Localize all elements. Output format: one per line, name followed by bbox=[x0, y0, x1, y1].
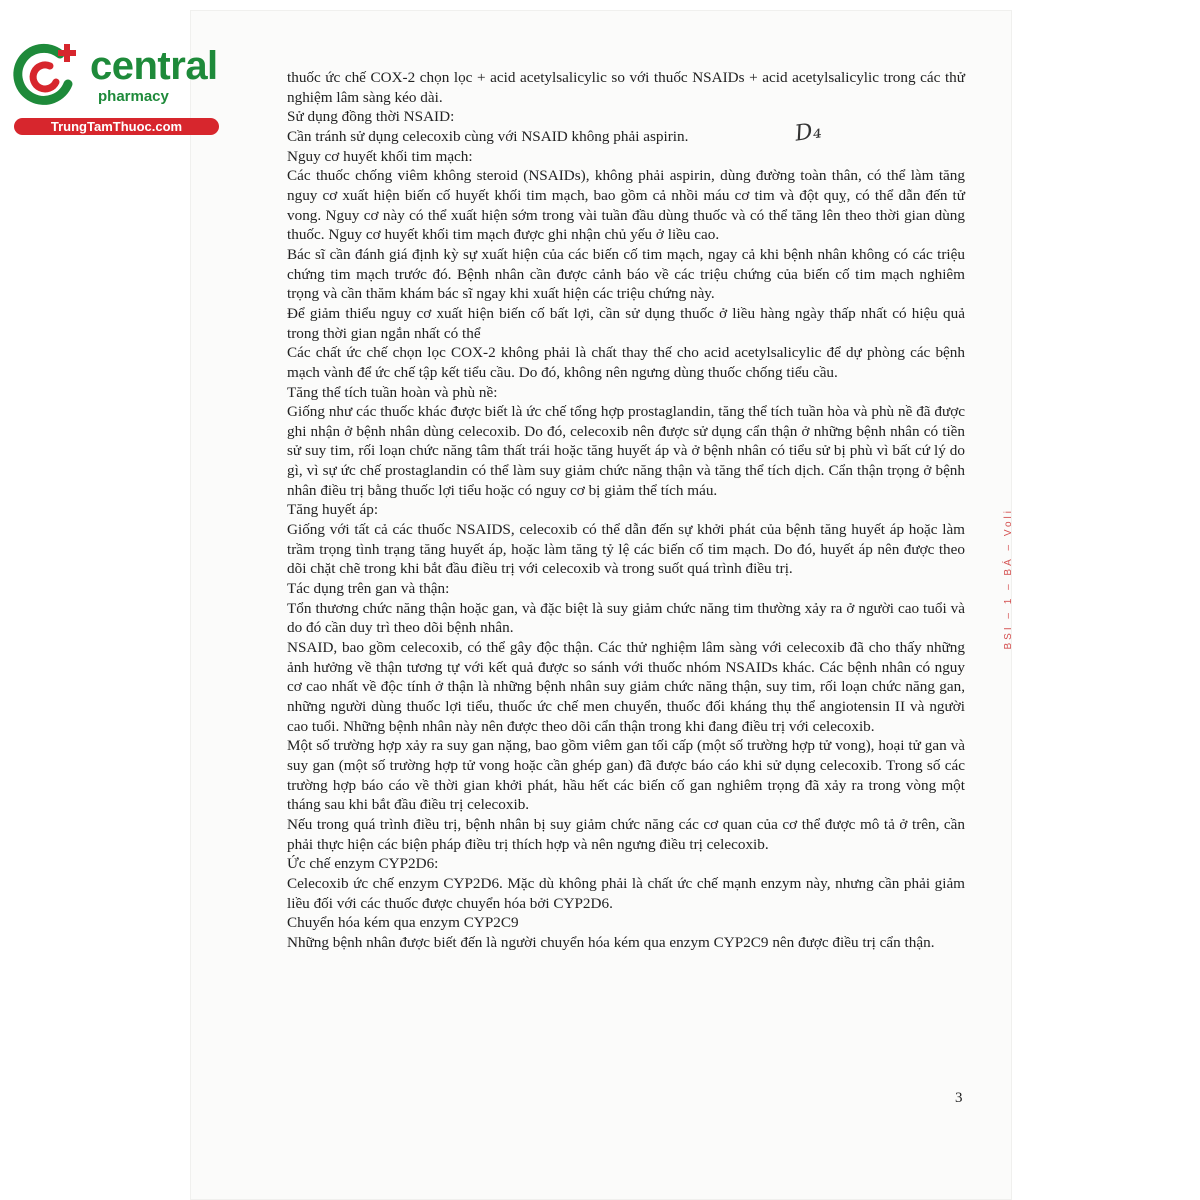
handwritten-initials: D₄ bbox=[793, 118, 824, 147]
section-heading: Chuyển hóa kém qua enzym CYP2C9 bbox=[287, 914, 519, 932]
paragraph: thuốc ức chế COX-2 chọn lọc + acid acetylsalicylic so với thuốc NSAIDs + acid acetylsalicylic trong các thử nghiệm lâm sàng kéo dài. bbox=[287, 69, 965, 106]
paragraph: NSAID, bao gồm celecoxib, có thể gây độc thận. Các thử nghiệm lâm sàng với celecoxib đã cho thấy những ảnh hưởng về thận tương tự với kết quả được so sánh với thuốc nhóm NSAIDs khác. Các bệnh nhân có nguy cơ cao nhất về độc tính ở thận là những bệnh nhân suy giảm chức năng thận, suy tim, rối loạn chức năng gan, những người dùng thuốc lợi tiểu, thuốc ức chế men chuyển, thuốc đối kháng thụ thể angiotensin II và người cao tuổi. Những bệnh nhân này nên được theo dõi cẩn thận trong khi đang điều trị với celecoxib. bbox=[287, 639, 965, 735]
paragraph: Những bệnh nhân được biết đến là người chuyển hóa kém qua enzym CYP2C9 nên được điều trị cẩn thận. bbox=[287, 933, 935, 951]
paragraph: Để giảm thiểu nguy cơ xuất hiện biến cố bất lợi, cần sử dụng thuốc ở liều hàng ngày thấp nhất có hiệu quả trong thời gian ngắn nhất có thể bbox=[287, 304, 965, 342]
section-heading: Sử dụng đồng thời NSAID: bbox=[287, 108, 455, 126]
paragraph: Bác sĩ cần đánh giá định kỳ sự xuất hiện của các biến cố tim mạch, ngay cả khi bệnh nhân không có các triệu chứng tim mạch trước đó. Bệnh nhân cần được cảnh báo về các triệu chứng của biến cố tim mạch nghiêm trọng và cần thăm khám bác sĩ ngay khi xuất hiện các triệu chứng này. bbox=[287, 245, 965, 303]
section-heading: Tăng huyết áp: bbox=[287, 501, 379, 519]
paragraph: Các thuốc chống viêm không steroid (NSAIDs), không phải aspirin, dùng đường toàn thân, có thể làm tăng nguy cơ xuất hiện biến cố huyết khối tim mạch, bao gồm cả nhồi máu cơ tim và đột quỵ, có thể dẫn đến tử vong. Nguy cơ này có thể xuất hiện sớm trong vài tuần đầu dùng thuốc và có thể tăng lên theo thời gian dùng thuốc. Nguy cơ huyết khối tim mạch được ghi nhận chủ yếu ở liều cao. bbox=[287, 167, 965, 244]
logo-mark-icon bbox=[10, 40, 82, 112]
document-body bbox=[287, 68, 965, 953]
margin-stamp bbox=[1003, 508, 1017, 658]
paragraph: Các chất ức chế chọn lọc COX-2 không phải là chất thay thế cho acid acetylsalicylic để dự phòng các bệnh mạch vành để ức chế tập kết tiểu cầu. Do đó, không nên ngưng dùng thuốc chống tiểu cầu. bbox=[287, 344, 965, 381]
paragraph: Celecoxib ức chế enzym CYP2D6. Mặc dù không phải là chất ức chế mạnh enzym này, nhưng cần phải giảm liều đối với các thuốc được chuyển hóa bởi CYP2D6. bbox=[287, 874, 965, 912]
paragraph: Cần tránh sử dụng celecoxib cùng với NSAID không phải aspirin. bbox=[287, 127, 689, 145]
margin-stamp-text: BSI – 1 – BÁ – Voli bbox=[1003, 508, 1014, 650]
paragraph: Tổn thương chức năng thận hoặc gan, và đặc biệt là suy giảm chức năng tim thường xảy ra ở người cao tuổi và do đó cần duy trì theo dõi bệnh nhân. bbox=[287, 599, 965, 637]
section-heading: Tác dụng trên gan và thận: bbox=[287, 580, 450, 598]
page-number: 3 bbox=[955, 1090, 963, 1106]
paragraph: Giống với tất cả các thuốc NSAIDS, celecoxib có thể dẫn đến sự khởi phát của bệnh tăng huyết áp hoặc làm trầm trọng tình trạng tăng huyết áp, hoặc làm tăng tỷ lệ các biến cố tim mạch. Do đó, huyết áp nên được theo dõi chặt chẽ trong khi bắt đầu điều trị với celecoxib và trong suốt quá trình điều trị. bbox=[287, 521, 965, 578]
logo-url[interactable]: TrungTamThuoc.com bbox=[14, 118, 219, 135]
pharmacy-logo[interactable] bbox=[10, 40, 218, 136]
logo-subtitle: pharmacy bbox=[98, 88, 169, 105]
paragraph: Giống như các thuốc khác được biết là ức chế tổng hợp prostaglandin, tăng thể tích tuần hòa và phù nề đã được ghi nhận ở bệnh nhân dùng celecoxib. Do đó, celecoxib nên được sử dụng cẩn thận ở những bệnh nhân có tiền sử suy tim, rối loạn chức năng tâm thất trái hoặc tăng huyết áp và ở bệnh nhân có tiểu sử bị phù vì bất cứ lý do gì, vì sự ức chế prostaglandin có thể làm suy giảm chức năng thận và tăng thể tích dịch. Cẩn thận trọng ở bệnh nhân điều trị bằng thuốc lợi tiểu hoặc có nguy cơ bị giảm thể tích máu. bbox=[287, 403, 965, 499]
paragraph: Nếu trong quá trình điều trị, bệnh nhân bị suy giảm chức năng các cơ quan của cơ thể được mô tả ở trên, cần phải thực hiện các biện pháp điều trị thích hợp và nên ngưng điều trị celecoxib. bbox=[287, 815, 965, 853]
section-heading: Nguy cơ huyết khối tim mạch: bbox=[287, 147, 473, 165]
logo-name: central bbox=[90, 44, 218, 88]
section-heading: Ức chế enzym CYP2D6: bbox=[287, 855, 439, 873]
paragraph: Một số trường hợp xảy ra suy gan nặng, bao gồm viêm gan tối cấp (một số trường hợp tử vong), hoại tử gan và suy gan (một số trường hợp tử vong hoặc cần ghép gan) đã được báo cáo khi sử dụng celecoxib. Trong số các trường hợp báo cáo về thời gian khởi phát, hầu hết các biến cố gan nghiêm trọng đã xảy ra trong vòng một tháng sau khi bắt đầu điều trị celecoxib. bbox=[287, 737, 965, 814]
section-heading: Tăng thể tích tuần hoàn và phù nề: bbox=[287, 383, 498, 401]
